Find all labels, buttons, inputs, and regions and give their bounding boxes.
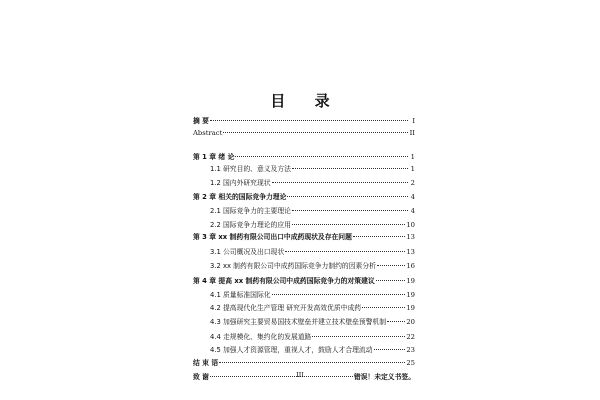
toc-dot-leader	[362, 301, 405, 308]
toc-entry[interactable]	[193, 128, 415, 138]
toc-entry[interactable]	[210, 303, 415, 313]
toc-entry[interactable]	[210, 247, 415, 257]
toc-entry-page: 19	[406, 291, 415, 299]
toc-dot-leader	[292, 162, 408, 169]
toc-entry-page: 13	[406, 233, 415, 241]
toc-entry[interactable]	[210, 178, 415, 188]
toc-entry-label: 2.2 国际竞争力理论的应用	[210, 221, 291, 229]
toc-entry-page: 19	[406, 304, 415, 312]
toc-dot-leader	[235, 150, 408, 157]
toc-entry-label: 致 谢	[193, 373, 209, 381]
toc-dot-leader	[353, 230, 405, 237]
toc-dot-leader	[285, 245, 405, 252]
toc-entry-label: 4.4 走规模化、集约化的发展道路	[210, 333, 312, 341]
toc-dot-leader	[287, 190, 408, 197]
toc-entry-page: 16	[406, 262, 415, 270]
toc-entry-page: 2	[410, 179, 415, 187]
toc-dot-leader	[292, 204, 408, 211]
toc-dot-leader	[312, 330, 405, 337]
toc-entry-label: 摘 要	[193, 117, 209, 125]
toc-entry-label: 1.1 研究目的、意义及方法	[210, 165, 291, 173]
toc-entry-label: 3.2 xx 制药有限公司中成药国际竞争力制约的因素分析	[210, 262, 376, 270]
toc-dot-leader	[377, 259, 405, 266]
toc-dot-leader	[387, 315, 405, 322]
toc-entry-page: 23	[406, 346, 415, 354]
toc-entry-page: 1	[410, 153, 415, 161]
toc-entry-page: 1	[410, 165, 415, 173]
toc-dot-leader	[374, 343, 406, 350]
toc-entry-label: 4.3 加强研究主要贸易国技术壁垒并建立技术壁垒预警机制	[210, 318, 387, 326]
toc-title: 目 录	[270, 92, 342, 110]
toc-entry-label: 第 2 章 相关的国际竞争力理论	[193, 193, 287, 201]
toc-entry-label: 第 1 章 绪 论	[193, 153, 235, 161]
toc-entry[interactable]	[210, 317, 415, 327]
toc-dot-leader	[223, 126, 408, 133]
toc-entry-label: Abstract	[193, 129, 223, 137]
toc-entry[interactable]	[210, 220, 415, 230]
toc-entry[interactable]	[193, 116, 415, 126]
toc-entry-page: 13	[406, 248, 415, 256]
toc-entry-label: 结 束 语	[193, 359, 219, 367]
toc-dot-leader	[219, 356, 405, 363]
toc-entry[interactable]	[193, 276, 415, 286]
toc-dot-leader	[210, 114, 408, 121]
toc-entry-label: 第 3 章 xx 制药有限公司出口中成药现状及存在问题	[193, 233, 352, 241]
toc-entry-label: 1.2 国内外研究现状	[210, 179, 271, 187]
page-number: III	[296, 371, 304, 379]
toc-entry-page: 10	[406, 221, 415, 229]
toc-dot-leader	[272, 176, 408, 183]
toc-entry[interactable]	[193, 232, 415, 242]
toc-entry-page: 4	[410, 207, 415, 215]
toc-entry-page: 25	[406, 359, 415, 367]
toc-entry[interactable]	[210, 261, 415, 271]
toc-entry-page: 22	[406, 333, 415, 341]
toc-entry-page: II	[409, 129, 415, 137]
toc-entry[interactable]	[193, 192, 415, 202]
toc-entry[interactable]	[210, 206, 415, 216]
toc-entry[interactable]	[193, 358, 415, 368]
toc-entry-page: 4	[410, 193, 415, 201]
toc-entry[interactable]	[210, 290, 415, 300]
toc-entry-label: 4.1 质量标准国际化	[210, 291, 271, 299]
toc-entry[interactable]	[210, 332, 415, 342]
toc-entry[interactable]	[193, 152, 415, 162]
toc-entry-page: 20	[406, 318, 415, 326]
toc-entry-page: I	[412, 117, 415, 125]
toc-dot-leader	[272, 288, 406, 295]
toc-entry-label: 第 4 章 提高 xx 制药有限公司中成药国际竞争力的对策建议	[193, 277, 375, 285]
toc-entry-label: 4.5 加强人才资源管理，重视人才，鼓励人才合理流动	[210, 346, 373, 354]
toc-entry-label: 4.2 提高现代化生产管理 研究开发高效优质中成药	[210, 304, 362, 312]
toc-entry-page: 19	[406, 277, 415, 285]
toc-entry[interactable]	[210, 345, 415, 355]
toc-entry-label: 3.1 公司概况及出口现状	[210, 248, 285, 256]
toc-entry-label: 2.1 国际竞争力的主要理论	[210, 207, 291, 215]
toc-entry[interactable]	[210, 164, 415, 174]
toc-entry-page: 错误！未定义书签。	[353, 373, 415, 381]
toc-dot-leader	[292, 218, 405, 225]
toc-dot-leader	[376, 274, 406, 281]
